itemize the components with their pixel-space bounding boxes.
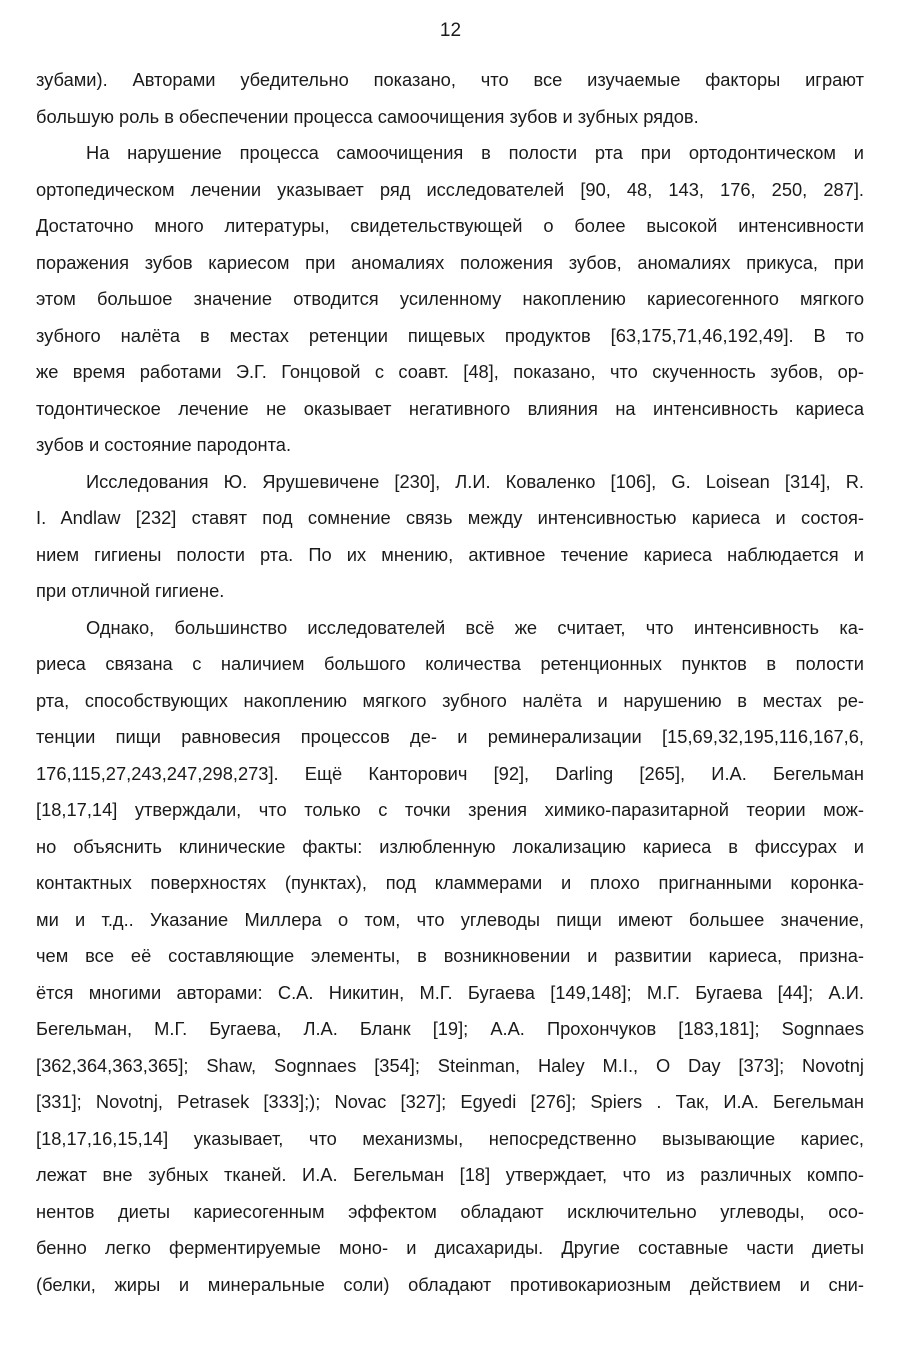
text-line: [362,364,363,365]; Shaw, Sognnaes [354]; Steinman, Haley M.I., O Day [373]; Novotnj — [36, 1054, 864, 1076]
text-line: Достаточно много литературы, свидетельствующей о более высокой интенсивности — [36, 215, 864, 236]
text-line: нием гигиены полости рта. По их мнению, активное течение кариеса наблюдается и — [36, 543, 864, 565]
text-line: [18,17,16,15,14] указывает, что механизмы, непосредственно вызывающие кариес, — [36, 1127, 864, 1149]
text-line: (белки, жиры и минеральные соли) обладают противокариозным действием и сни- — [36, 1273, 864, 1295]
text-line: На нарушение процесса самоочищения в полости рта при ортодонтическом и — [86, 142, 864, 163]
text-line: большую роль в обеспечении процесса самоочищения зубов и зубных рядов. — [36, 105, 699, 127]
text-line: при отличной гигиене. — [36, 580, 225, 601]
text-line: Однако, большинство исследователей всё же считает, что интенсивность ка- — [86, 616, 864, 638]
text-line: [18,17,14] утверждали, что только с точки зрения химико-паразитарной теории мож- — [36, 799, 864, 820]
text-line: тодонтическое лечение не оказывает негативного влияния на интенсивность кариеса — [36, 397, 864, 419]
text-line: зубов и состояние пародонта. — [36, 434, 292, 455]
text-line: риеса связана с наличием большого количества ретенционных пунктов в полости — [36, 653, 864, 674]
text-line: бенно легко ферментируемые моно- и дисахариды. Другие составные части диеты — [36, 1237, 864, 1258]
text-line: ётся многими авторами: С.А. Никитин, М.Г. Бугаева [149,148]; М.Г. Бугаева [44]; А.И. — [36, 981, 864, 1003]
text-line: чем все её составляющие элементы, в возникновении и развитии кариеса, призна- — [36, 945, 864, 966]
text-line: же время работами Э.Г. Гонцовой с соавт. [48], показано, что скученность зубов, ор- — [36, 361, 864, 382]
text-line: поражения зубов кариесом при аномалиях положения зубов, аномалиях прикуса, при — [36, 251, 864, 273]
text-line: 176,115,27,243,247,298,273]. Ещё Канторович [92], Darling [265], И.А. Бегельман — [36, 762, 864, 784]
text-line: контактных поверхностях (пунктах), под кламмерами и плохо пригнанными коронка- — [36, 872, 864, 893]
text-line: нентов диеты кариесогенным эффектом обладают исключительно углеводы, осо- — [36, 1200, 864, 1222]
text-line: этом большое значение отводится усиленному накоплению кариесогенного мягкого — [36, 288, 864, 309]
text-line: Бегельман, М.Г. Бугаева, Л.А. Бланк [19]; А.А. Прохончуков [183,181]; Sognnaes — [36, 1018, 864, 1039]
text-line: ортопедическом лечении указывает ряд исследователей [90, 48, 143, 176, 250, 287]. — [36, 178, 864, 200]
text-line: рта, способствующих накоплению мягкого зубного налёта и нарушению в местах ре- — [36, 689, 864, 711]
text-line: [331]; Novotnj, Petrasek [333];); Novac [327]; Egyedi [276]; Spiers . Так, И.А. Бегельман — [36, 1091, 864, 1112]
body-text — [36, 62, 864, 1303]
text-line: I. Andlaw [232] ставят под сомнение связь между интенсивностью кариеса и состоя- — [36, 507, 864, 528]
text-line: зубного налёта в местах ретенции пищевых продуктов [63,175,71,46,192,49]. В то — [36, 324, 864, 346]
page-number: 12 — [439, 20, 462, 41]
text-line: ми и т.д.. Указание Миллера о том, что углеводы пищи имеют большее значение, — [36, 908, 864, 930]
text-line: Исследования Ю. Ярушевичене [230], Л.И. Коваленко [106], G. Loisean [314], R. — [86, 470, 864, 492]
text-line: лежат вне зубных тканей. И.А. Бегельман [18] утверждает, что из различных компо- — [36, 1164, 864, 1185]
text-line: но объяснить клинические факты: излюбленную локализацию кариеса в фиссурах и — [36, 835, 864, 857]
text-line: зубами). Авторами убедительно показано, что все изучаемые факторы играют — [36, 69, 864, 90]
text-line: тенции пищи равновесия процессов де- и реминерализации [15,69,32,195,116,167,6, — [36, 726, 864, 747]
